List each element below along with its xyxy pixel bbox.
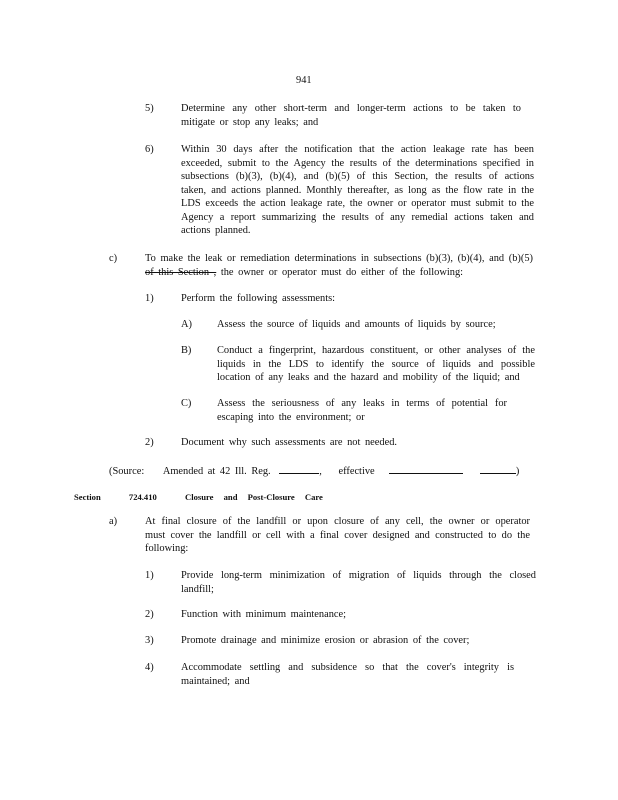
deleted-text: of this Section ,	[145, 266, 217, 278]
c-subitem-marker-c: C)	[181, 398, 192, 409]
c-subitem-text-b: Conduct a fingerprint, hazardous constituent, or other analyses of the liquids in the LDS to identify the source of liquids and possible location of any leaks and the hazard and mobility of the liquid; and	[217, 345, 535, 383]
a-item-marker-2: 2)	[145, 609, 154, 620]
c-item-marker-2: 2)	[145, 437, 154, 448]
a-item-marker-4: 4)	[145, 662, 154, 673]
source-note	[109, 463, 529, 479]
effective-year-blank	[480, 463, 516, 474]
source-prefix: (Source:	[109, 466, 145, 477]
c-item-text-1: Perform the following assessments:	[181, 293, 336, 304]
page-number: 941	[296, 75, 312, 86]
subsection-c-marker: c)	[109, 253, 118, 264]
c-item-text-2: Document why such assessments are not needed.	[181, 437, 398, 448]
source-text: Amended at 42 Ill. Reg.	[162, 466, 271, 477]
register-blank	[279, 463, 319, 474]
a-item-text-3: Promote drainage and minimize erosion or abrasion of the cover;	[181, 635, 470, 646]
c-item-marker-1: 1)	[145, 293, 154, 304]
subsection-c-text-before: To make the leak or remediation determinations in subsections (b)(3), (b)(4), and (b)(5)	[145, 253, 533, 264]
source-effective: effective	[338, 466, 375, 477]
c-subitem-text-a: Assess the source of liquids and amounts of liquids by source;	[217, 319, 496, 330]
subsection-a-text: At final closure of the landfill or upon closure of any cell, the owner or operator must cover the landfill or cell with a final cover designed and constructed to do the following:	[145, 516, 530, 554]
source-close: )	[515, 466, 520, 477]
a-item-marker-1: 1)	[145, 570, 154, 581]
c-subitem-marker-b: B)	[181, 345, 192, 356]
section-title: Closure and Post-Closure Care	[184, 492, 323, 502]
section-label: Section	[74, 492, 101, 502]
a-item-text-2: Function with minimum maintenance;	[181, 609, 347, 620]
source-comma: ,	[319, 466, 322, 477]
subsection-c-text	[145, 252, 533, 279]
item-text-6: Within 30 days after the notification that the action leakage rate has been exceeded, submit to the Agency the results of the determinations specified in subsections (b)(3), (b)(4), and (b)(5) of this Section, the results of actions taken, and actions planned. Monthly thereafter, as long as the flow rate in the LDS exceeds the action leakage rate, the owner or operator must submit to the Agency a report summarizing the results of any remedial actions taken and actions planned.	[181, 144, 534, 236]
c-subitem-text-c: Assess the seriousness of any leaks in terms of potential for escaping into the environment; or	[217, 398, 507, 423]
subsection-a-marker: a)	[109, 516, 118, 527]
a-item-text-1: Provide long-term minimization of migration of liquids through the closed landfill;	[181, 570, 536, 595]
effective-date-blank	[389, 463, 463, 474]
item-text-5: Determine any other short-term and longer-term actions to be taken to mitigate or stop any leaks; and	[181, 103, 521, 128]
section-number: 724.410	[128, 492, 157, 502]
section-heading	[74, 491, 323, 505]
a-item-marker-3: 3)	[145, 635, 154, 646]
a-item-text-4: Accommodate settling and subsidence so that the cover's integrity is maintained; and	[181, 662, 514, 687]
c-subitem-marker-a: A)	[181, 319, 192, 330]
item-marker-5: 5)	[145, 103, 154, 114]
item-marker-6: 6)	[145, 144, 154, 155]
subsection-c-text-after: the owner or operator must do either of the following:	[216, 266, 464, 278]
